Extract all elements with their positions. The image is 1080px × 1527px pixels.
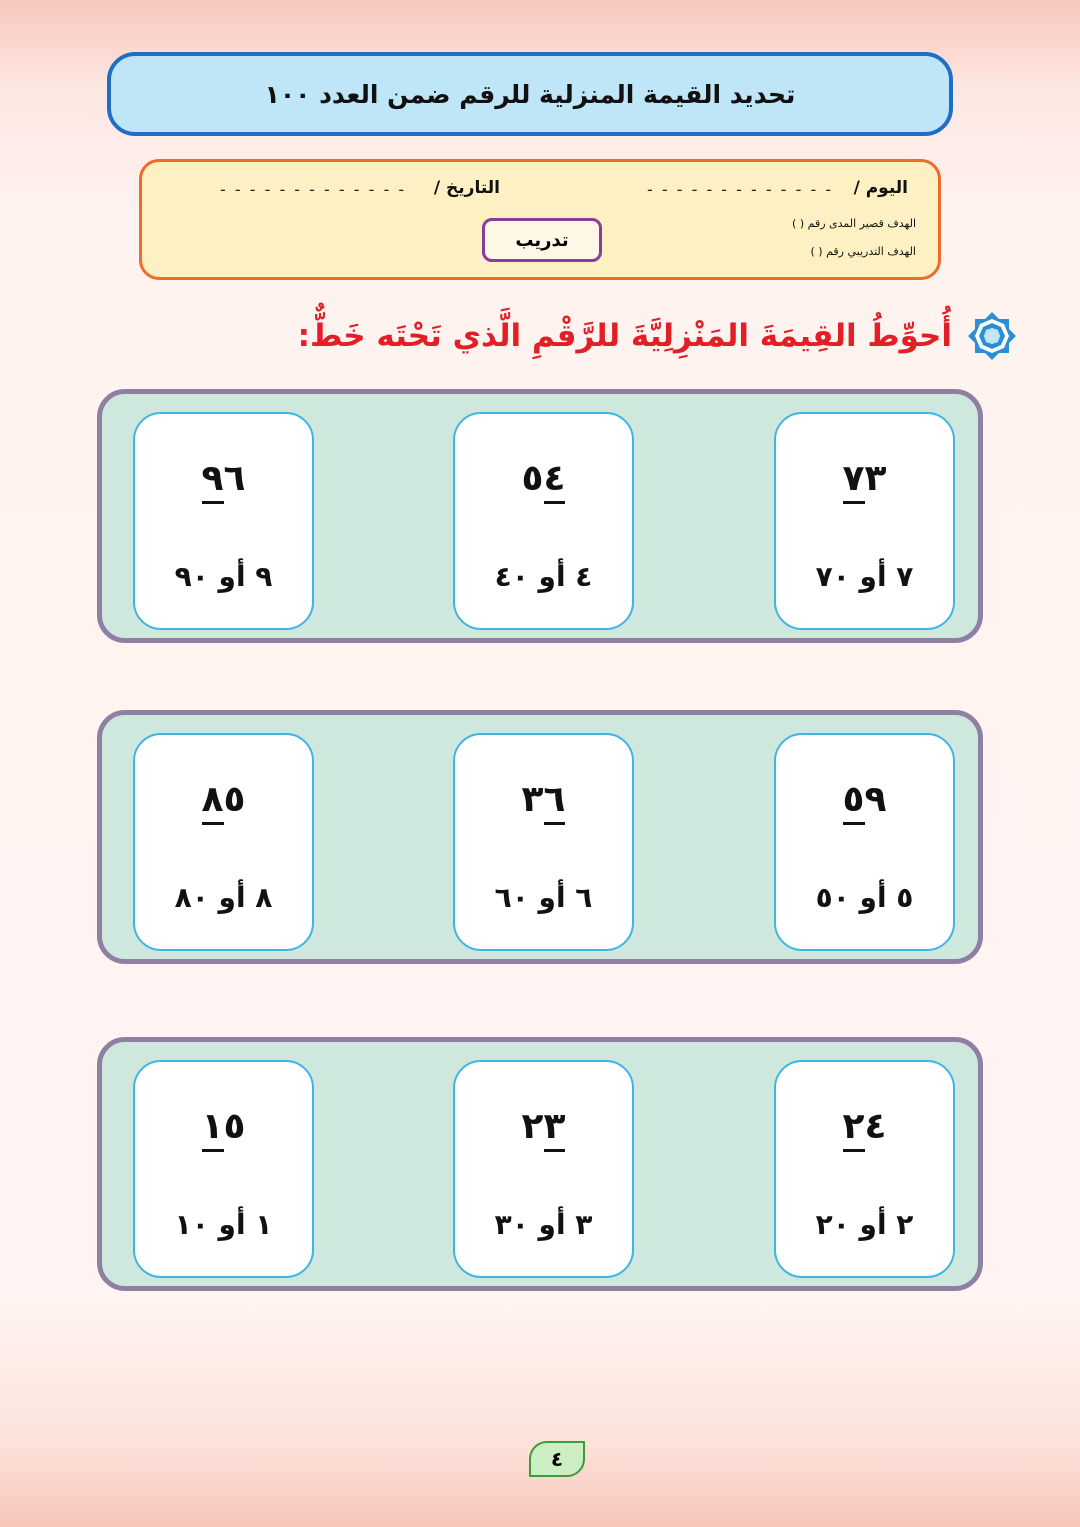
date-field[interactable]: - - - - - - - - - - - - - xyxy=(220,180,407,199)
card-number xyxy=(776,458,953,499)
card-options[interactable]: ٦ أو ٦٠ xyxy=(494,881,593,914)
underlined-digit: ٦ xyxy=(544,779,566,825)
number-card[interactable] xyxy=(774,412,955,630)
underlined-digit: ٣ xyxy=(544,1106,566,1152)
octagon-star-icon xyxy=(966,310,1018,362)
underlined-digit: ٥ xyxy=(843,779,865,825)
instruction xyxy=(298,310,1018,362)
underlined-digit: ١ xyxy=(202,1106,224,1152)
card-number xyxy=(455,779,632,820)
day-field[interactable]: - - - - - - - - - - - - - xyxy=(647,180,834,199)
card-number xyxy=(776,779,953,820)
card-options[interactable]: ٤ أو ٤٠ xyxy=(494,560,593,593)
digit: ٤ xyxy=(864,1106,887,1147)
card-options[interactable]: ١ أو ١٠ xyxy=(174,1208,273,1241)
underlined-digit: ٢ xyxy=(843,1106,865,1152)
number-card[interactable] xyxy=(133,1060,314,1278)
card-number xyxy=(776,1106,953,1147)
underlined-digit: ٧ xyxy=(843,458,865,504)
card-options[interactable]: ٧ أو ٧٠ xyxy=(815,560,914,593)
digit: ٥ xyxy=(223,779,246,820)
instruction-text: أُحوِّطُ القِيمَةَ المَنْزِلِيَّةَ للرَّقْمِ الَّذي تَحْتَه خَطٌّ: xyxy=(297,318,952,354)
date-label: التاريخ / xyxy=(433,178,500,198)
training-badge xyxy=(482,218,602,262)
digit: ٣ xyxy=(521,779,544,820)
underlined-digit: ٤ xyxy=(544,458,566,504)
card-options[interactable]: ٥ أو ٥٠ xyxy=(815,881,914,914)
day-label: اليوم / xyxy=(853,178,908,198)
card-options[interactable]: ٣ أو ٣٠ xyxy=(494,1208,593,1241)
number-card[interactable] xyxy=(774,733,955,951)
page-title-text: تحديد القيمة المنزلية للرقم ضمن العدد ١٠٠ xyxy=(264,79,796,109)
page-number-text: ٤ xyxy=(550,1447,564,1471)
training-goal: الهدف التدريبي رقم ( ) xyxy=(810,245,916,258)
card-number xyxy=(135,779,312,820)
info-box xyxy=(139,159,941,280)
digit: ٦ xyxy=(223,458,246,499)
number-card[interactable] xyxy=(453,1060,634,1278)
digit: ٢ xyxy=(521,1106,544,1147)
card-number xyxy=(455,458,632,499)
short-term-goal: الهدف قصير المدى رقم ( ) xyxy=(792,217,916,230)
card-options[interactable]: ٢ أو ٢٠ xyxy=(815,1208,914,1241)
number-card[interactable] xyxy=(133,733,314,951)
underlined-digit: ٩ xyxy=(202,458,224,504)
exercise-group-3 xyxy=(97,1037,983,1291)
number-card[interactable] xyxy=(133,412,314,630)
number-card[interactable] xyxy=(453,733,634,951)
card-options[interactable]: ٨ أو ٨٠ xyxy=(174,881,273,914)
digit: ٥ xyxy=(521,458,544,499)
training-badge-label: تدريب xyxy=(515,229,569,251)
card-number xyxy=(135,1106,312,1147)
number-card[interactable] xyxy=(453,412,634,630)
digit: ٣ xyxy=(864,458,887,499)
card-number xyxy=(455,1106,632,1147)
underlined-digit: ٨ xyxy=(202,779,224,825)
page-title xyxy=(107,52,953,136)
card-number xyxy=(135,458,312,499)
card-options[interactable]: ٩ أو ٩٠ xyxy=(174,560,273,593)
page-number xyxy=(529,1441,585,1477)
digit: ٩ xyxy=(864,779,887,820)
digit: ٥ xyxy=(223,1106,246,1147)
exercise-group-2 xyxy=(97,710,983,964)
number-card[interactable] xyxy=(774,1060,955,1278)
exercise-group-1 xyxy=(97,389,983,643)
